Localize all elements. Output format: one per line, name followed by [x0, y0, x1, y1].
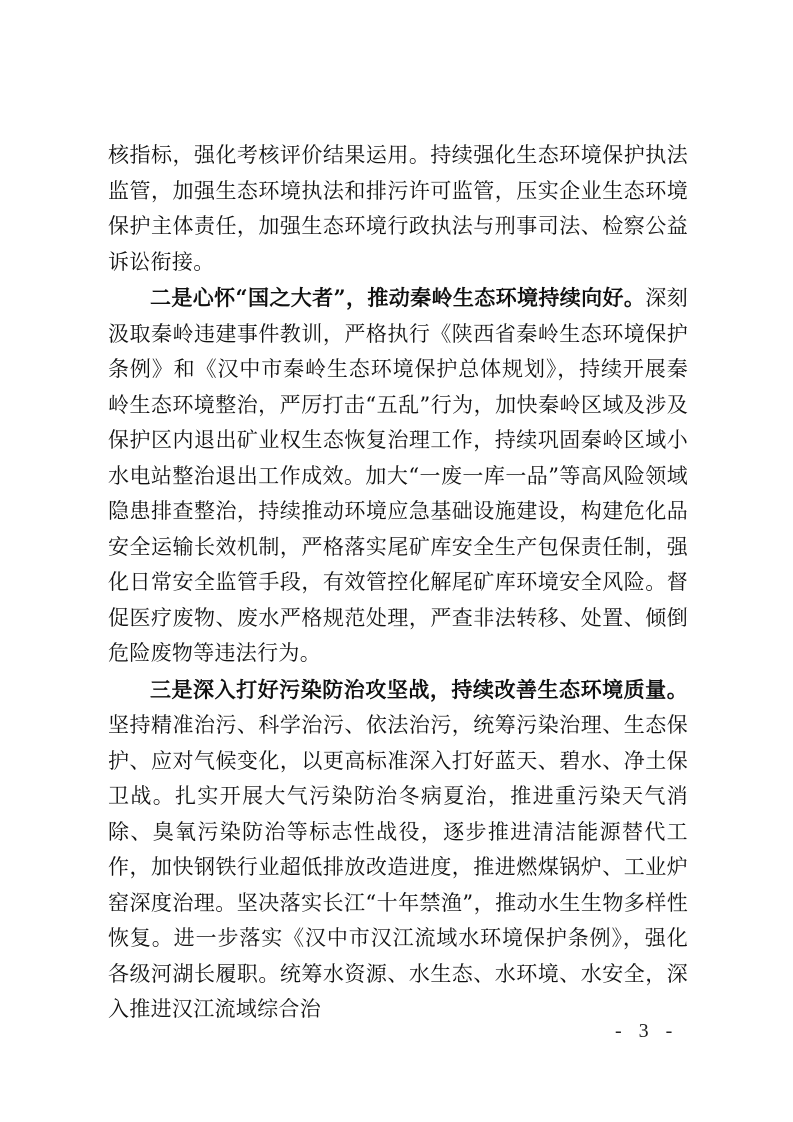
page-number: - 3 -: [615, 1020, 679, 1042]
paragraph-2: [108, 280, 688, 672]
paragraph-3-body: 坚持精准治污、科学治污、依法治污，统筹污染治理、生态保护、应对气候变化，以更高标准深入打好蓝天、碧水、净土保卫战。扎实开展大气污染防治冬病夏治，推进重污染天气消除、臭氧污染防治等标志性战役，逐步推进清洁能源替代工作，加快钢铁行业超低排放改造进度，推进燃煤锅炉、工业炉窑深度治理。坚决落实长江“十年禁渔”，推动水生生物多样性恢复。进一步落实《汉中市汉江流域水环境保护条例》，强化各级河湖长履职。统筹水资源、水生态、水环境、水安全，深入推进汉江流域综合治: [108, 713, 688, 1021]
paragraph-3: [108, 672, 688, 1028]
paragraph-2-lead: 二是心怀“国之大者”，推动秦岭生态环境持续向好。: [150, 285, 646, 310]
paragraph-3-lead: 三是深入打好污染防治攻坚战，持续改善生态环境质量。: [150, 676, 688, 702]
paragraph-1-body: 核指标，强化考核评价结果运用。持续强化生态环境保护执法监管，加强生态环境执法和排污许可监管，压实企业生态环境保护主体责任，加强生态环境行政执法与刑事司法、检察公益诉讼衔接。: [108, 143, 688, 274]
paragraph-2-body: 深刻汲取秦岭违建事件教训，严格执行《陕西省秦岭生态环境保护条例》和《汉中市秦岭生态环境保护总体规划》，持续开展秦岭生态环境整治，严厉打击“五乱”行为，加快秦岭区域及涉及保护区内退出矿业权生态恢复治理工作，持续巩固秦岭区域小水电站整治退出工作成效。加大“一废一库一品”等高风险领域隐患排查整治，持续推动环境应急基础设施建设，构建危化品安全运输长效机制，严格落实尾矿库安全生产包保责任制，强化日常安全监管手段，有效管控化解尾矿库环境安全风险。督促医疗废物、废水严格规范处理，严查非法转移、处置、倾倒危险废物等违法行为。: [108, 286, 688, 665]
paragraph-1: [108, 137, 688, 280]
document-page: [108, 137, 688, 1028]
